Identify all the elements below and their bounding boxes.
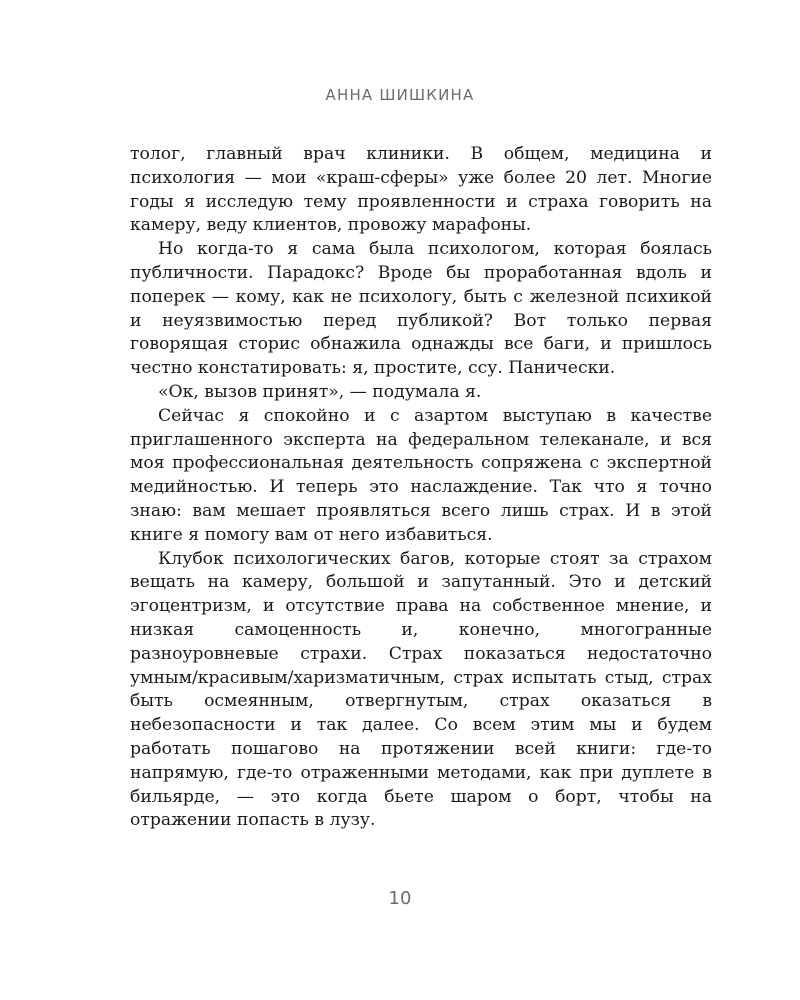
body-text <box>130 143 712 833</box>
paragraph-4: Сейчас я спокойно и с азартом выступаю в качестве приглашенного эксперта на федеральном телеканале, и вся моя профессиональная деятельность сопряжена с экспертной медийностью. И теперь это наслаждение. Так что я точно знаю: вам мешает проявляться всего лишь страх. И в этой книге я помогу вам от него избавиться. <box>130 405 712 545</box>
page-number: 10 <box>388 888 412 909</box>
paragraph-2: Но когда-то я сама была психологом, которая боялась публичности. Парадокс? Вроде бы проработанная вдоль и поперек — кому, как не психологу, быть с железной психикой и неуязвимостью перед публикой? Вот только первая говорящая сторис обнажила однажды все баги, и пришлось честно констатировать: я, простите, ссу. Панически. <box>130 239 712 379</box>
paragraph-1-continuation: толог, главный врач клиники. В общем, медицина и психология — мои «краш-сферы» уже более 20 лет. Многие годы я исследую тему проявленности и страха говорить на камеру, веду клиентов, провожу марафоны. <box>130 144 712 236</box>
paragraph-3-quote: «Ок, вызов принят», — подумала я. <box>158 381 482 402</box>
running-header-author: АННА ШИШКИНА <box>325 86 475 104</box>
paragraph-5: Клубок психологических багов, которые стоят за страхом вещать на камеру, большой и запутанный. Это и детский эгоцентризм, и отсутствие права на собственное мнение, и низкая самоценность и, конечно, многогранные разноуровневые страхи. Страх показаться недостаточно умным/красивым/харизматичным, страх испытать стыд, страх быть осмеянным, отвергнутым, страх оказаться в небезопасности и так далее. Со всем этим мы и будем работать пошагово на протяжении всей книги: где-то напрямую, где-то отраженными методами, как при дуплете в бильярде, — это когда бьете шаром о борт, чтобы на отражении попасть в лузу. <box>130 548 712 831</box>
